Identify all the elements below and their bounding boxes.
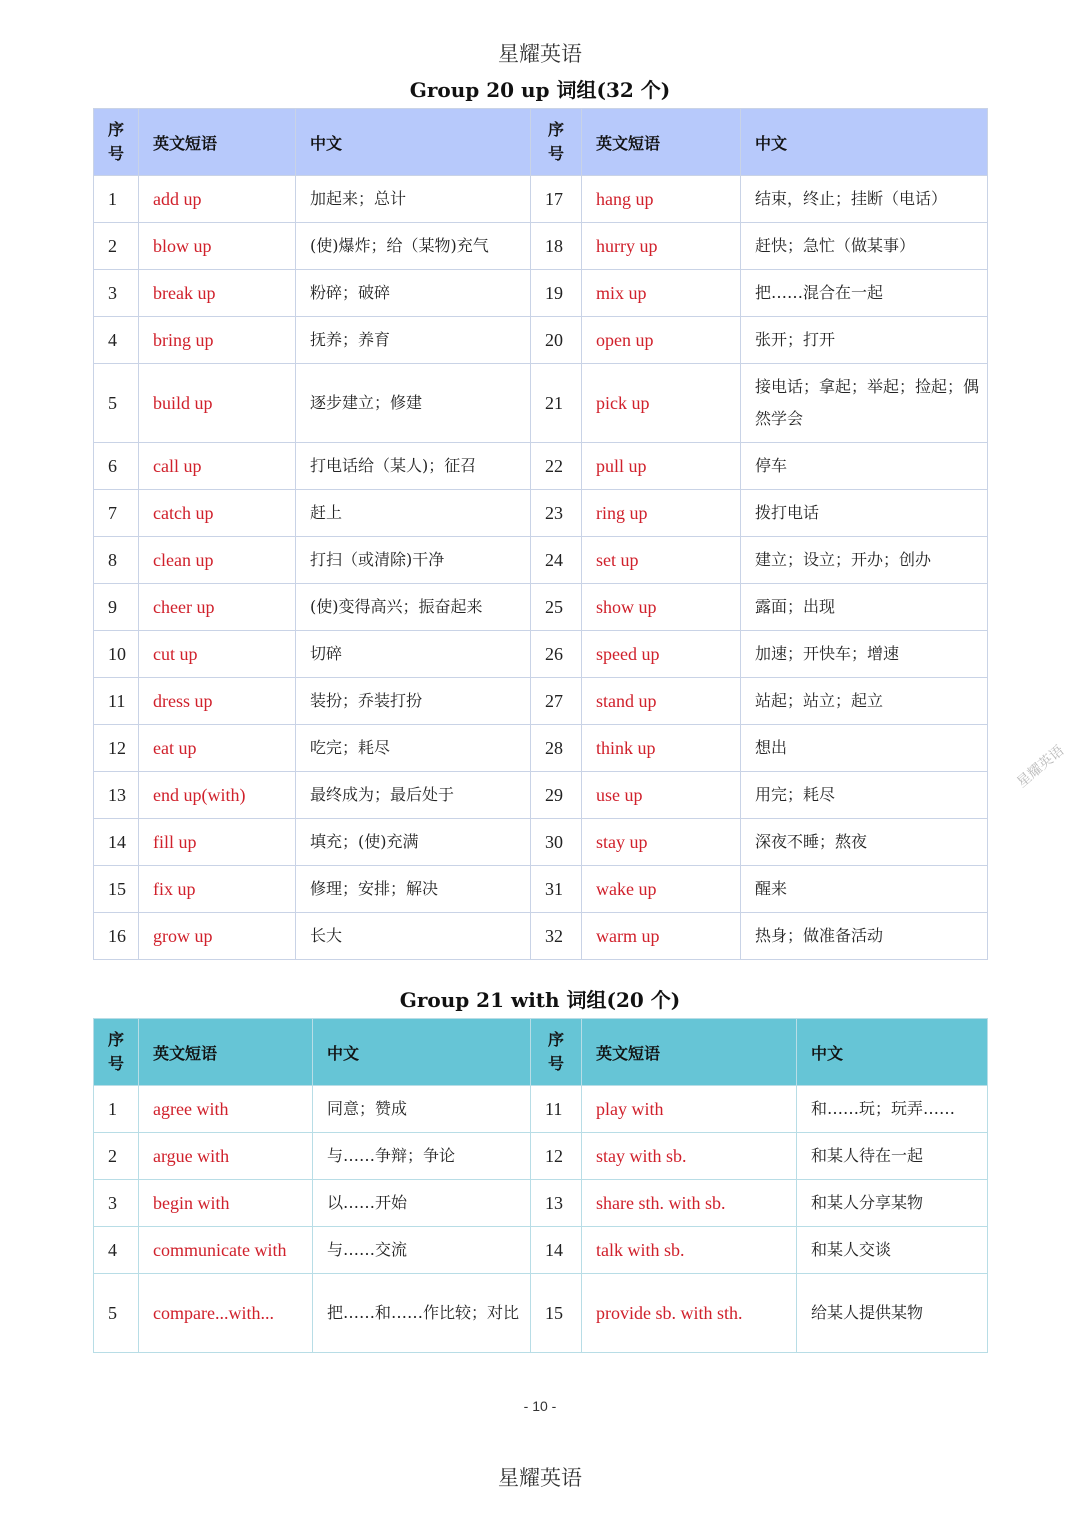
english-phrase: play with [582, 1086, 797, 1133]
chinese-meaning: 露面；出现 [741, 584, 988, 631]
english-phrase: agree with [139, 1086, 313, 1133]
row-number: 4 [94, 1227, 139, 1274]
row-number: 16 [94, 913, 139, 960]
row-number: 18 [531, 223, 582, 270]
row-number: 11 [531, 1086, 582, 1133]
english-phrase: ring up [582, 490, 741, 537]
english-phrase: set up [582, 537, 741, 584]
english-phrase: hurry up [582, 223, 741, 270]
english-phrase: bring up [139, 317, 296, 364]
english-phrase: hang up [582, 176, 741, 223]
chinese-meaning: 以……开始 [313, 1180, 531, 1227]
chinese-meaning: 醒来 [741, 866, 988, 913]
table-row [94, 443, 988, 490]
row-number: 21 [531, 364, 582, 443]
chinese-meaning: 和某人待在一起 [797, 1133, 988, 1180]
chinese-meaning: 深夜不睡；熬夜 [741, 819, 988, 866]
row-number: 27 [531, 678, 582, 725]
english-phrase: stand up [582, 678, 741, 725]
row-number: 23 [531, 490, 582, 537]
row-number: 13 [531, 1180, 582, 1227]
brand-footer: 星耀英语 [498, 1466, 582, 1490]
row-number: 6 [94, 443, 139, 490]
chinese-meaning: 接电话；拿起；举起；捡起；偶然学会 [741, 364, 988, 443]
english-phrase: cheer up [139, 584, 296, 631]
row-number: 5 [94, 364, 139, 443]
english-phrase: wake up [582, 866, 741, 913]
english-phrase: fix up [139, 866, 296, 913]
row-number: 20 [531, 317, 582, 364]
row-number: 32 [531, 913, 582, 960]
header-phrase: 英文短语 [139, 1019, 313, 1086]
english-phrase: add up [139, 176, 296, 223]
header-seq: 序 号 [531, 1019, 582, 1086]
table-row [94, 490, 988, 537]
chinese-meaning: 热身；做准备活动 [741, 913, 988, 960]
chinese-meaning: 赶快；急忙（做某事） [741, 223, 988, 270]
row-number: 30 [531, 819, 582, 866]
header-phrase: 英文短语 [139, 109, 296, 176]
row-number: 25 [531, 584, 582, 631]
table-row [94, 270, 988, 317]
row-number: 14 [94, 819, 139, 866]
row-number: 10 [94, 631, 139, 678]
english-phrase: dress up [139, 678, 296, 725]
group21-title: Group 21 with 词组(20 个) [399, 988, 681, 1012]
header-meaning: 中文 [313, 1019, 531, 1086]
row-number: 31 [531, 866, 582, 913]
row-number: 24 [531, 537, 582, 584]
header-meaning: 中文 [296, 109, 531, 176]
english-phrase: build up [139, 364, 296, 443]
chinese-meaning: 加速；开快车；增速 [741, 631, 988, 678]
group21-table [93, 1018, 988, 1353]
table-row [94, 1227, 988, 1274]
chinese-meaning: 打电话给（某人)；征召 [296, 443, 531, 490]
row-number: 1 [94, 176, 139, 223]
english-phrase: eat up [139, 725, 296, 772]
row-number: 3 [94, 270, 139, 317]
table-row [94, 584, 988, 631]
chinese-meaning: 给某人提供某物 [797, 1274, 988, 1353]
english-phrase: open up [582, 317, 741, 364]
header-seq: 序 号 [94, 109, 139, 176]
row-number: 17 [531, 176, 582, 223]
chinese-meaning: 拨打电话 [741, 490, 988, 537]
row-number: 2 [94, 223, 139, 270]
english-phrase: break up [139, 270, 296, 317]
english-phrase: speed up [582, 631, 741, 678]
table-row [94, 631, 988, 678]
chinese-meaning: 修理；安排；解决 [296, 866, 531, 913]
table-row [94, 364, 988, 443]
chinese-meaning: 最终成为；最后处于 [296, 772, 531, 819]
english-phrase: catch up [139, 490, 296, 537]
row-number: 15 [531, 1274, 582, 1353]
header-seq: 序 号 [531, 109, 582, 176]
chinese-meaning: 与……交流 [313, 1227, 531, 1274]
row-number: 3 [94, 1180, 139, 1227]
table-row [94, 1086, 988, 1133]
chinese-meaning: 停车 [741, 443, 988, 490]
chinese-meaning: (使)变得高兴；振奋起来 [296, 584, 531, 631]
table-row [94, 1133, 988, 1180]
group20-table [93, 108, 988, 960]
english-phrase: clean up [139, 537, 296, 584]
chinese-meaning: 把……和……作比较；对比 [313, 1274, 531, 1353]
english-phrase: think up [582, 725, 741, 772]
row-number: 7 [94, 490, 139, 537]
table-row [94, 772, 988, 819]
row-number: 22 [531, 443, 582, 490]
row-number: 15 [94, 866, 139, 913]
chinese-meaning: 和……玩；玩弄…… [797, 1086, 988, 1133]
header-phrase: 英文短语 [582, 109, 741, 176]
chinese-meaning: 切碎 [296, 631, 531, 678]
chinese-meaning: 和某人交谈 [797, 1227, 988, 1274]
row-number: 8 [94, 537, 139, 584]
table-row [94, 866, 988, 913]
english-phrase: blow up [139, 223, 296, 270]
header-seq: 序 号 [94, 1019, 139, 1086]
chinese-meaning: 建立；设立；开办；创办 [741, 537, 988, 584]
header-phrase: 英文短语 [582, 1019, 797, 1086]
english-phrase: fill up [139, 819, 296, 866]
english-phrase: warm up [582, 913, 741, 960]
chinese-meaning: (使)爆炸；给（某物)充气 [296, 223, 531, 270]
row-number: 4 [94, 317, 139, 364]
english-phrase: argue with [139, 1133, 313, 1180]
table-row [94, 1274, 988, 1353]
table-row [94, 537, 988, 584]
group20-title: Group 20 up 词组(32 个) [409, 78, 671, 102]
english-phrase: show up [582, 584, 741, 631]
chinese-meaning: 用完；耗尽 [741, 772, 988, 819]
english-phrase: stay with sb. [582, 1133, 797, 1180]
row-number: 2 [94, 1133, 139, 1180]
chinese-meaning: 逐步建立；修建 [296, 364, 531, 443]
english-phrase: mix up [582, 270, 741, 317]
chinese-meaning: 和某人分享某物 [797, 1180, 988, 1227]
chinese-meaning: 粉碎；破碎 [296, 270, 531, 317]
table-row [94, 678, 988, 725]
chinese-meaning: 张开；打开 [741, 317, 988, 364]
english-phrase: compare...with... [139, 1274, 313, 1353]
row-number: 11 [94, 678, 139, 725]
watermark: 星耀英语 [1014, 742, 1068, 791]
row-number: 28 [531, 725, 582, 772]
english-phrase: stay up [582, 819, 741, 866]
english-phrase: talk with sb. [582, 1227, 797, 1274]
english-phrase: use up [582, 772, 741, 819]
table-row [94, 1180, 988, 1227]
chinese-meaning: 装扮；乔装打扮 [296, 678, 531, 725]
chinese-meaning: 想出 [741, 725, 988, 772]
table-header-row [94, 1019, 988, 1086]
row-number: 9 [94, 584, 139, 631]
chinese-meaning: 抚养；养育 [296, 317, 531, 364]
table-row [94, 725, 988, 772]
chinese-meaning: 赶上 [296, 490, 531, 537]
row-number: 29 [531, 772, 582, 819]
english-phrase: provide sb. with sth. [582, 1274, 797, 1353]
english-phrase: cut up [139, 631, 296, 678]
chinese-meaning: 填充；(使)充满 [296, 819, 531, 866]
english-phrase: share sth. with sb. [582, 1180, 797, 1227]
english-phrase: grow up [139, 913, 296, 960]
chinese-meaning: 站起；站立；起立 [741, 678, 988, 725]
brand-header: 星耀英语 [498, 42, 582, 66]
english-phrase: pick up [582, 364, 741, 443]
english-phrase: begin with [139, 1180, 313, 1227]
chinese-meaning: 把……混合在一起 [741, 270, 988, 317]
table-row [94, 317, 988, 364]
table-row [94, 176, 988, 223]
english-phrase: call up [139, 443, 296, 490]
chinese-meaning: 吃完；耗尽 [296, 725, 531, 772]
table-row [94, 913, 988, 960]
english-phrase: pull up [582, 443, 741, 490]
english-phrase: end up(with) [139, 772, 296, 819]
english-phrase: communicate with [139, 1227, 313, 1274]
chinese-meaning: 结束，终止；挂断（电话） [741, 176, 988, 223]
row-number: 1 [94, 1086, 139, 1133]
page-number: - 10 - [523, 1398, 557, 1414]
header-meaning: 中文 [741, 109, 988, 176]
table-row [94, 223, 988, 270]
chinese-meaning: 打扫（或清除)干净 [296, 537, 531, 584]
row-number: 13 [94, 772, 139, 819]
header-meaning: 中文 [797, 1019, 988, 1086]
chinese-meaning: 加起来；总计 [296, 176, 531, 223]
row-number: 19 [531, 270, 582, 317]
chinese-meaning: 同意；赞成 [313, 1086, 531, 1133]
chinese-meaning: 长大 [296, 913, 531, 960]
table-row [94, 819, 988, 866]
row-number: 26 [531, 631, 582, 678]
row-number: 12 [531, 1133, 582, 1180]
row-number: 5 [94, 1274, 139, 1353]
row-number: 14 [531, 1227, 582, 1274]
row-number: 12 [94, 725, 139, 772]
table-header-row [94, 109, 988, 176]
chinese-meaning: 与……争辩；争论 [313, 1133, 531, 1180]
